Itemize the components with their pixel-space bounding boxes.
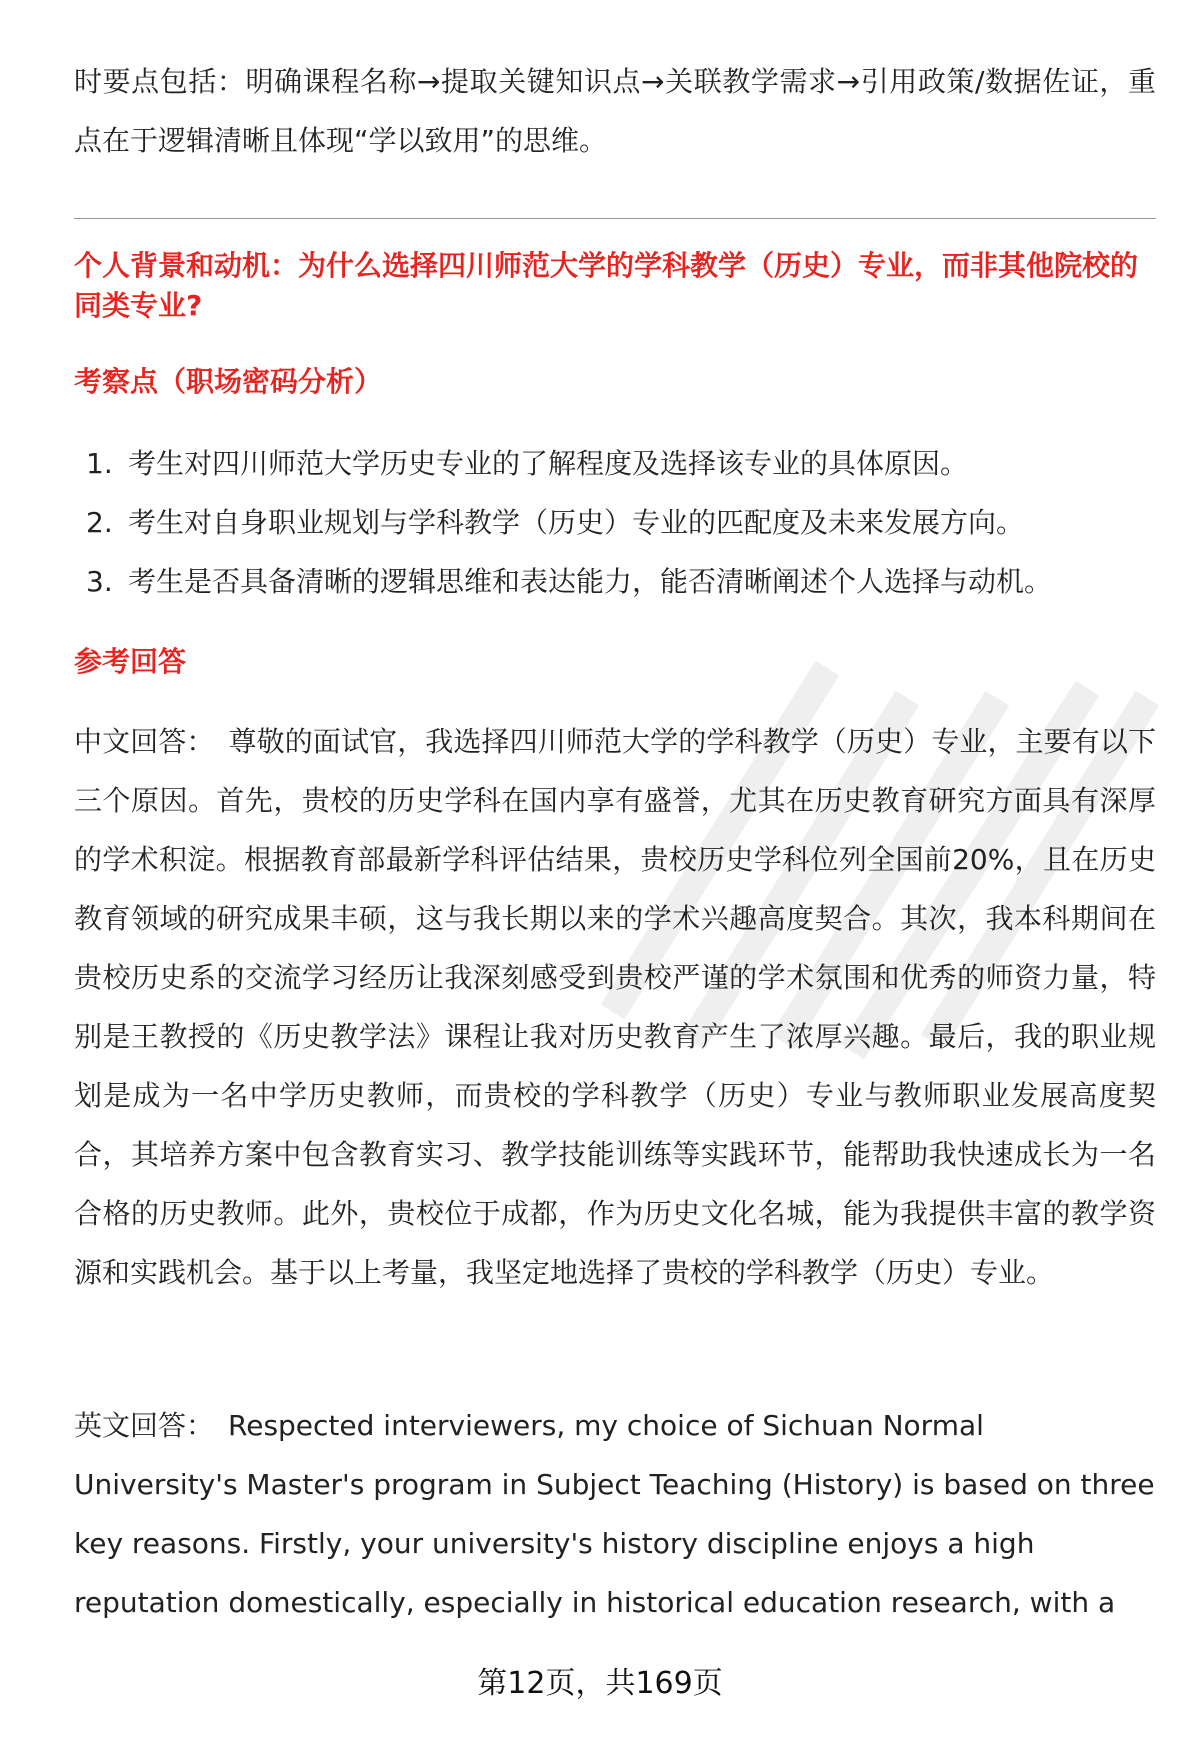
list-item-number: 2.	[86, 506, 113, 539]
english-answer-text: Respected interviewers, my choice of Sichuan Normal University's Master's program in Subject Teaching (History) is based on three key reasons. Firstly, your university's history discipline enjoys a high reputation domestically, especially in historical education research, with a	[74, 1409, 1155, 1619]
list-item	[74, 493, 1156, 552]
points-list	[74, 434, 1156, 611]
list-item-text: 考生对四川师范大学历史专业的了解程度及选择该专业的具体原因。	[128, 447, 969, 480]
chinese-answer-text: 尊敬的面试官，我选择四川师范大学的学科教学（历史）专业，主要有以下三个原因。首先，贵校的历史学科在国内享有盛誉，尤其在历史教育研究方面具有深厚的学术积淀。根据教育部最新学科评估结果，贵校历史学科位列全国前20%，且在历史教育领域的研究成果丰硕，这与我长期以来的学术兴趣高度契合。其次，我本科期间在贵校历史系的交流学习经历让我深刻感受到贵校严谨的学术氛围和优秀的师资力量，特别是王教授的《历史教学法》课程让我对历史教育产生了浓厚兴趣。最后，我的职业规划是成为一名中学历史教师，而贵校的学科教学（历史）专业与教师职业发展高度契合，其培养方案中包含教育实习、教学技能训练等实践环节，能帮助我快速成长为一名合格的历史教师。此外，贵校位于成都，作为历史文化名城，能为我提供丰富的教学资源和实践机会。基于以上考量，我坚定地选择了贵校的学科教学（历史）专业。	[74, 725, 1156, 1289]
list-item-number: 3.	[86, 565, 113, 598]
list-item-text: 考生对自身职业规划与学科教学（历史）专业的匹配度及未来发展方向。	[128, 506, 1025, 539]
section-divider	[74, 218, 1156, 219]
list-item-text: 考生是否具备清晰的逻辑思维和表达能力，能否清晰阐述个人选择与动机。	[128, 565, 1053, 598]
intro-paragraph: 时要点包括：明确课程名称→提取关键知识点→关联教学需求→引用政策/数据佐证，重点在于逻辑清晰且体现“学以致用”的思维。	[74, 65, 1156, 157]
page-number: 第12页，共169页	[477, 1666, 723, 1701]
chinese-answer-label: 中文回答：	[74, 725, 215, 758]
question-title: 个人背景和动机：为什么选择四川师范大学的学科教学（历史）专业，而非其他院校的同类专业?	[74, 249, 1139, 322]
points-heading: 考察点（职场密码分析）	[74, 365, 383, 398]
list-item	[74, 552, 1156, 611]
answer-heading: 参考回答	[74, 645, 187, 678]
list-item-number: 1.	[86, 447, 113, 480]
chinese-answer-paragraph	[74, 712, 1156, 1302]
english-answer-paragraph	[74, 1396, 1156, 1632]
english-answer-label: 英文回答：	[74, 1409, 215, 1442]
list-item	[74, 434, 1156, 493]
